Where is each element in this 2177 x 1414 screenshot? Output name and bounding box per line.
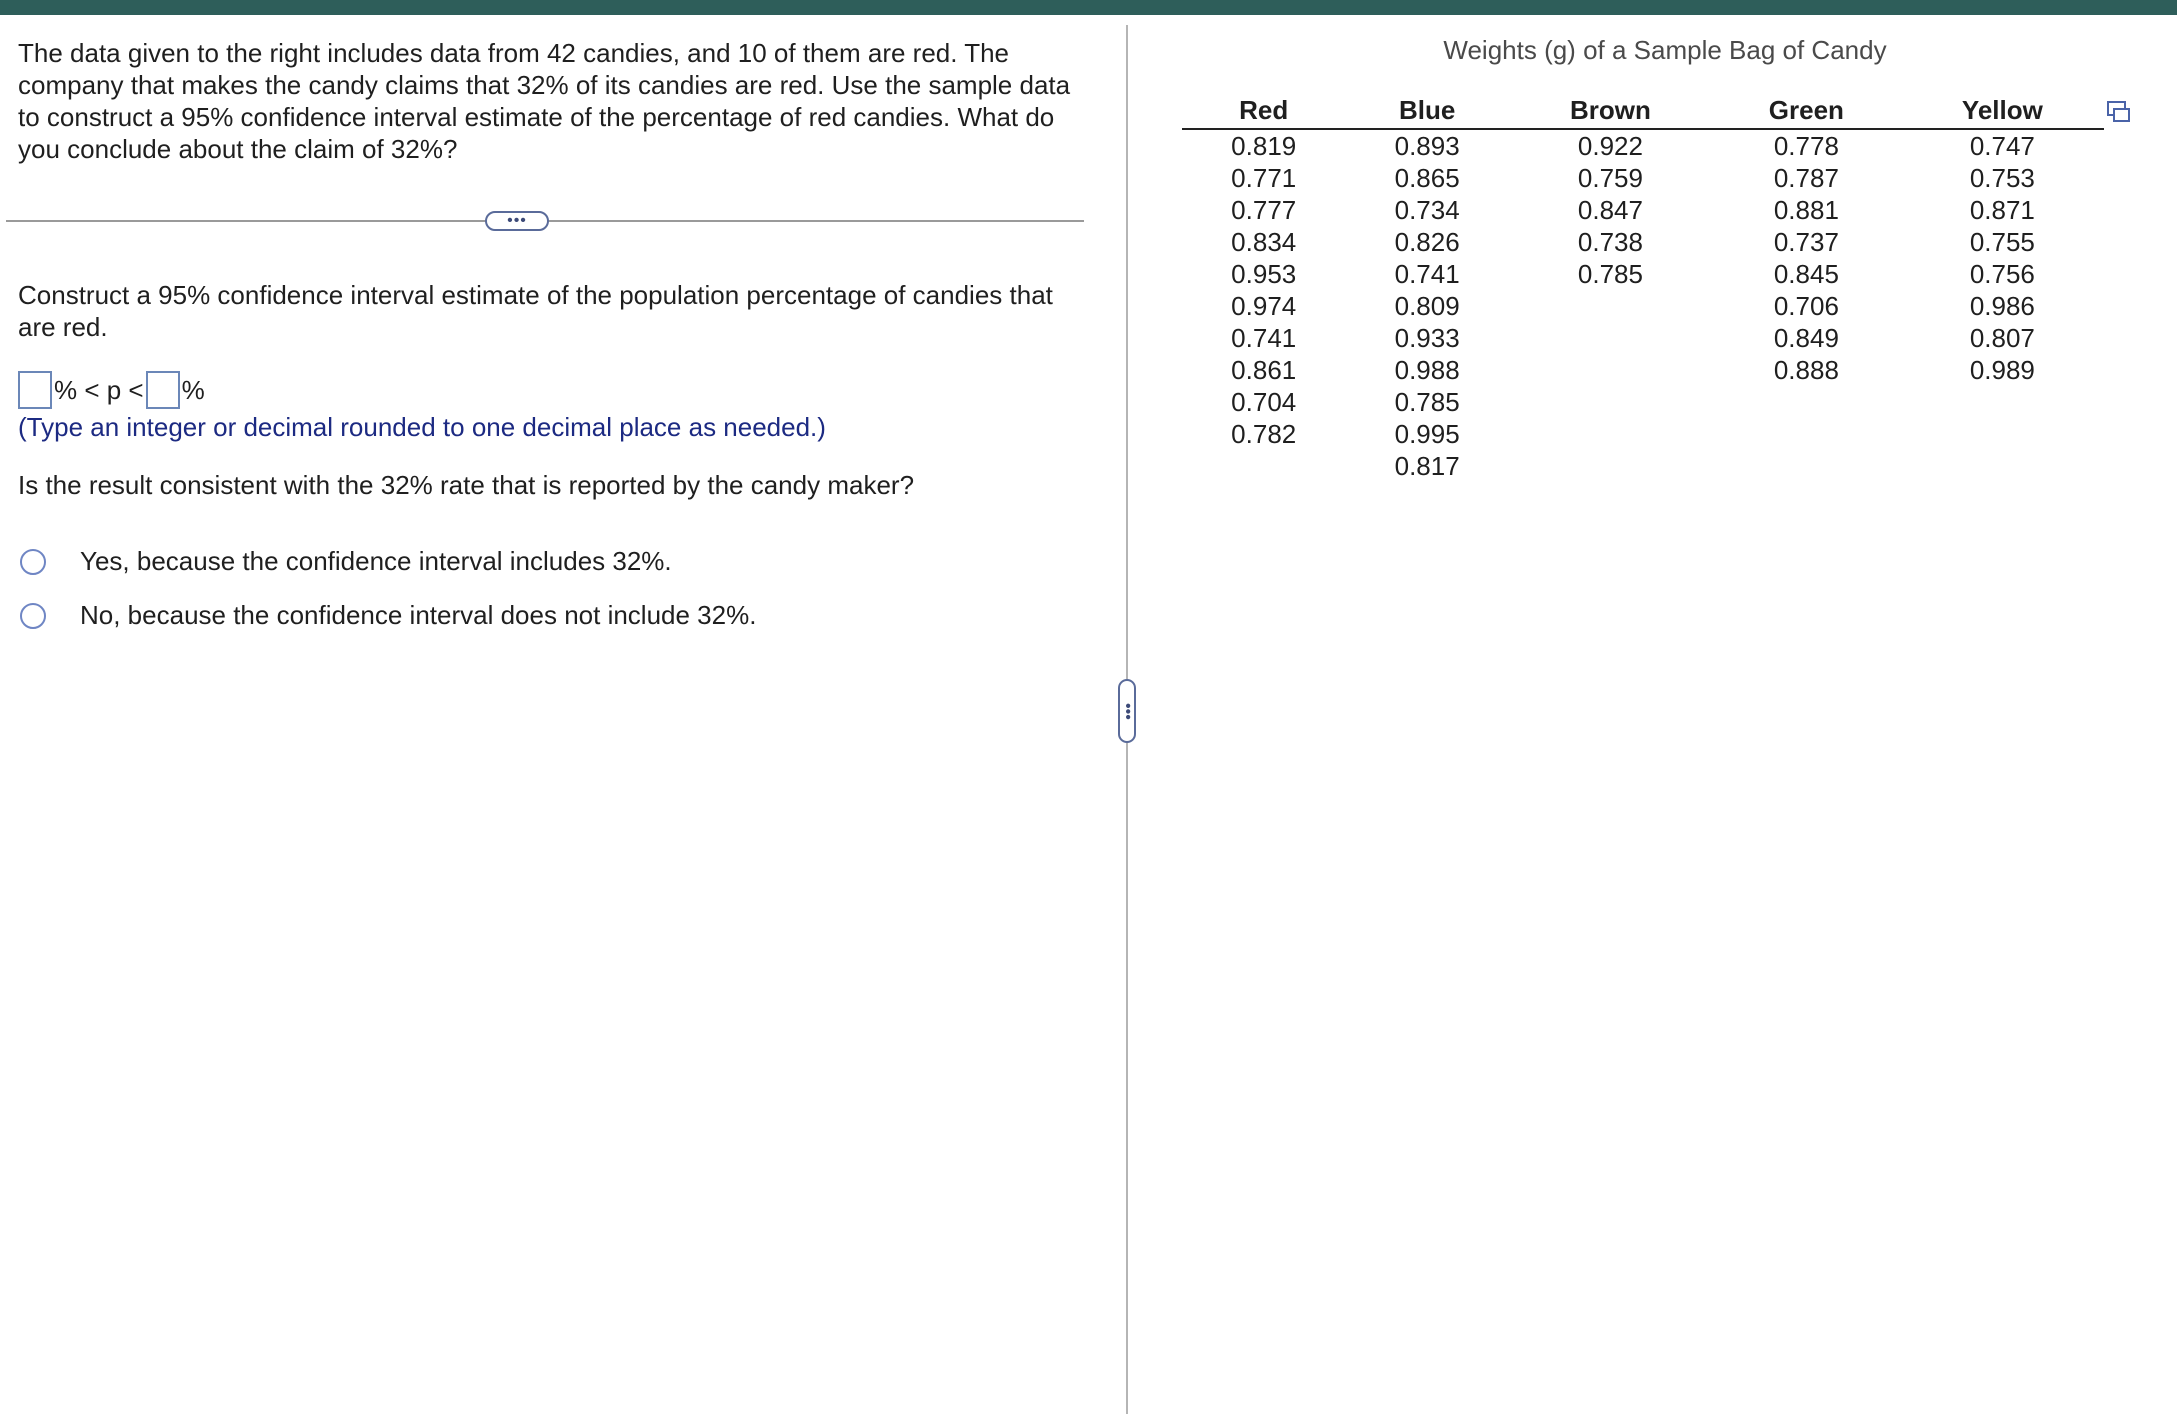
table-cell — [1509, 322, 1712, 354]
show-more-button[interactable]: ••• — [485, 211, 549, 231]
top-bar — [0, 0, 2177, 15]
table-cell: 0.777 — [1231, 195, 1297, 225]
option-no[interactable] — [20, 600, 756, 631]
table-cell — [1712, 418, 1901, 450]
table-cell — [1509, 418, 1712, 450]
table-cell: 0.785 — [1394, 387, 1460, 417]
table-cell: 0.865 — [1394, 163, 1460, 193]
table-cell: 0.871 — [1969, 195, 2035, 225]
table-cell: 0.753 — [1969, 163, 2035, 193]
table-row — [1182, 129, 2104, 162]
table-header-row — [1182, 90, 2104, 129]
table-cell: 0.989 — [1969, 355, 2035, 385]
table-cell: 0.988 — [1394, 355, 1460, 385]
table-cell — [1182, 450, 1345, 482]
header-green: Green — [1712, 90, 1901, 129]
radio-yes[interactable] — [20, 549, 46, 575]
option-yes[interactable] — [20, 546, 672, 577]
lower-bound-input[interactable] — [18, 371, 52, 409]
table-cell: 0.817 — [1394, 451, 1460, 481]
table-row — [1182, 226, 2104, 258]
table-cell: 0.888 — [1773, 355, 1839, 385]
table-cell: 0.778 — [1773, 131, 1839, 161]
ci-right-unit: % — [181, 374, 205, 405]
table-row — [1182, 194, 2104, 226]
option-yes-label: Yes, because the confidence interval includes 32%. — [80, 546, 672, 576]
option-no-label: No, because the confidence interval does not include 32%. — [80, 600, 757, 630]
table-cell: 0.861 — [1231, 355, 1297, 385]
table-cell: 0.741 — [1394, 259, 1460, 289]
table-cell: 0.737 — [1773, 227, 1839, 257]
table-cell: 0.747 — [1969, 131, 2035, 161]
ci-middle-text: % < p < — [54, 374, 144, 405]
table-row — [1182, 354, 2104, 386]
table-row — [1182, 386, 2104, 418]
table-body — [1182, 129, 2104, 482]
copy-icon[interactable] — [2107, 101, 2131, 123]
table-cell: 0.741 — [1231, 323, 1297, 353]
table-cell — [1901, 386, 2104, 418]
table-row — [1182, 258, 2104, 290]
table-cell — [1509, 290, 1712, 322]
table-cell: 0.893 — [1394, 131, 1460, 161]
table-cell: 0.807 — [1969, 323, 2035, 353]
table-cell: 0.881 — [1773, 195, 1839, 225]
table-row — [1182, 450, 2104, 482]
table-cell: 0.782 — [1231, 419, 1297, 449]
table-title: Weights (g) of a Sample Bag of Candy — [1443, 35, 1887, 65]
table-cell: 0.785 — [1577, 259, 1643, 289]
table-cell: 0.995 — [1394, 419, 1460, 449]
table-cell: 0.704 — [1231, 387, 1297, 417]
table-cell: 0.849 — [1773, 323, 1839, 353]
table-cell: 0.756 — [1969, 259, 2035, 289]
table-cell: 0.933 — [1394, 323, 1460, 353]
table-cell: 0.826 — [1394, 227, 1460, 257]
table-cell: 0.834 — [1231, 227, 1297, 257]
header-brown: Brown — [1509, 90, 1712, 129]
header-blue: Blue — [1345, 90, 1508, 129]
table-cell: 0.759 — [1577, 163, 1643, 193]
upper-bound-input[interactable] — [146, 371, 180, 409]
table-cell: 0.738 — [1577, 227, 1643, 257]
table-cell — [1901, 418, 2104, 450]
table-cell: 0.847 — [1577, 195, 1643, 225]
table-cell: 0.771 — [1231, 163, 1297, 193]
table-row — [1182, 322, 2104, 354]
table-cell — [1901, 450, 2104, 482]
question-text: The data given to the right includes data from 42 candies, and 10 of them are red. The company that makes the candy claims that 32% of its candies are red. Use the sample data to construct a 95% confidence interval estimate of the percentage of red candies. What do you conclude about the claim of 32%? — [18, 38, 1071, 164]
table-cell: 0.809 — [1394, 291, 1460, 321]
table-cell — [1712, 450, 1901, 482]
table-cell: 0.845 — [1773, 259, 1839, 289]
table-cell: 0.755 — [1969, 227, 2035, 257]
rounding-hint: (Type an integer or decimal rounded to one decimal place as needed.) — [18, 412, 826, 442]
construct-instruction: Construct a 95% confidence interval estimate of the population percentage of candies that are red. — [18, 280, 1053, 342]
confidence-interval-row — [18, 369, 207, 411]
table-row — [1182, 162, 2104, 194]
table-cell — [1712, 386, 1901, 418]
table-cell: 0.819 — [1231, 131, 1297, 161]
table-cell — [1509, 450, 1712, 482]
candy-weights-table — [1182, 90, 2104, 482]
table-row — [1182, 290, 2104, 322]
question-panel — [0, 15, 1124, 1414]
table-cell — [1509, 386, 1712, 418]
table-cell: 0.734 — [1394, 195, 1460, 225]
table-cell: 0.974 — [1231, 291, 1297, 321]
table-cell: 0.986 — [1969, 291, 2035, 321]
table-row — [1182, 418, 2104, 450]
radio-no[interactable] — [20, 603, 46, 629]
table-cell: 0.953 — [1231, 259, 1297, 289]
header-yellow: Yellow — [1901, 90, 2104, 129]
table-cell: 0.787 — [1773, 163, 1839, 193]
table-cell — [1509, 354, 1712, 386]
table-cell: 0.706 — [1773, 291, 1839, 321]
table-cell: 0.922 — [1577, 131, 1643, 161]
panel-resize-handle[interactable]: ••• — [1118, 679, 1136, 743]
consistency-question: Is the result consistent with the 32% rate that is reported by the candy maker? — [18, 470, 915, 500]
header-red: Red — [1182, 90, 1345, 129]
